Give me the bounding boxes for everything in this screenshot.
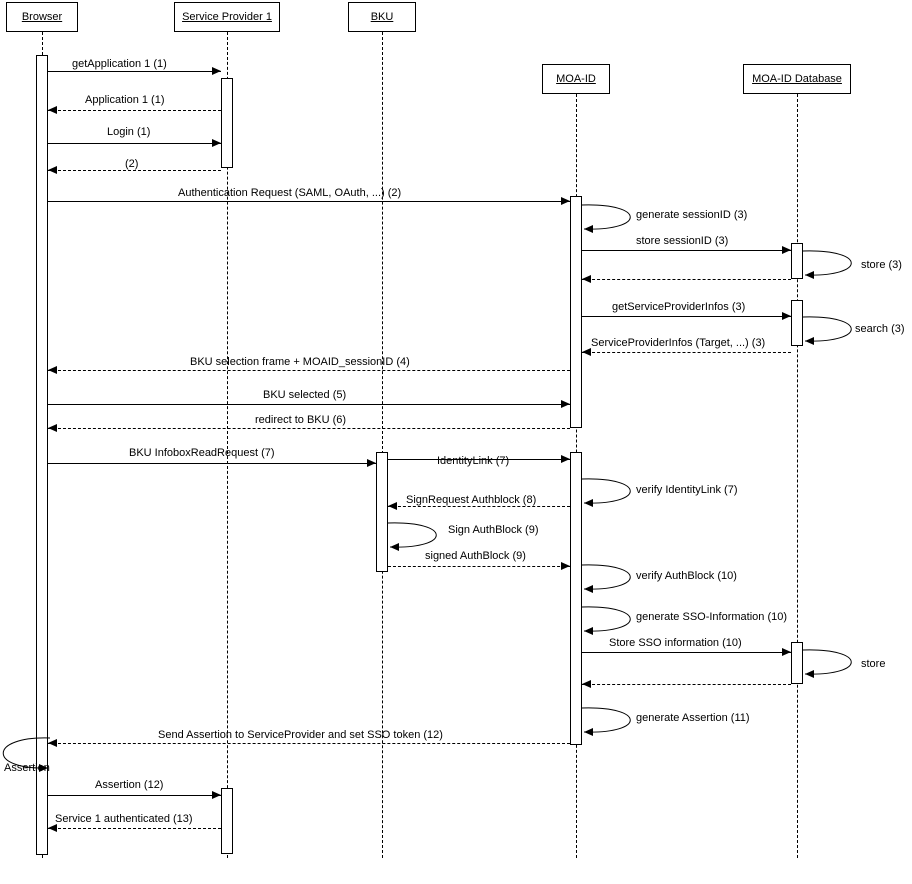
arrowhead-icon [48,824,57,832]
arrowhead-icon [367,459,376,467]
activation-bar-moaiddb [791,300,803,346]
message-label: IdentityLink (7) [437,455,510,467]
message-line [388,506,570,507]
message-label: Assertion (12) [95,779,164,791]
arrowhead-icon [48,106,57,114]
message-label: store sessionID (3) [636,235,729,247]
self-message-label: Sign AuthBlock (9) [448,524,539,536]
activation-bar-sp1 [221,788,233,854]
message-label: getApplication 1 (1) [72,58,167,70]
message-line [48,143,221,144]
message-line [48,71,221,72]
message-line [48,463,376,464]
self-message-arrow [582,203,630,231]
message-label: Store SSO information (10) [609,637,742,649]
message-label: Application 1 (1) [85,94,165,106]
activation-bar-moaiddb [791,642,803,684]
message-line [48,828,221,829]
activation-bar-sp1 [221,78,233,168]
activation-bar-moaid [570,452,582,745]
self-message-arrow [582,605,630,633]
arrowhead-icon [212,67,221,75]
arrowhead-icon [782,246,791,254]
message-label: BKU InfoboxReadRequest (7) [129,447,275,459]
arrowhead-icon [561,562,570,570]
self-message-label: generate Assertion (11) [636,712,750,724]
self-message-label: store (3) [861,259,902,271]
self-message-arrow [582,706,630,734]
lifeline-head-bku [348,2,416,32]
message-line [582,352,791,353]
self-message-arrow [388,521,436,549]
arrowhead-icon [212,791,221,799]
message-line [582,279,791,280]
message-label: signed AuthBlock (9) [425,550,526,562]
lifeline-label: BKU [370,11,394,23]
arrowhead-icon [212,139,221,147]
lifeline-label: MOA-ID [556,73,596,85]
message-line [582,250,791,251]
message-line [48,110,221,111]
message-label: BKU selection frame + MOAID_sessionID (4) [190,356,410,368]
lifeline-label: Service Provider 1 [182,11,272,23]
activation-bar-moaid [570,196,582,428]
message-label: Login (1) [107,126,151,138]
lifeline-head-browser [6,2,78,32]
arrowhead-icon [388,502,397,510]
self-message-label: verify AuthBlock (10) [636,570,737,582]
message-label: SignRequest Authblock (8) [406,494,537,506]
message-line [48,370,570,371]
activation-bar-browser [36,55,48,855]
arrowhead-icon [561,455,570,463]
message-line [48,170,221,171]
arrowhead-icon [48,166,57,174]
lifeline-head-sp1 [174,2,280,32]
lifeline-head-moaid [542,64,610,94]
message-line [388,566,570,567]
self-message-arrow [582,477,630,505]
message-line [582,316,791,317]
arrowhead-icon [48,424,57,432]
self-message-arrow [582,563,630,591]
arrowhead-icon [582,275,591,283]
arrowhead-icon [582,348,591,356]
message-line [48,795,221,796]
message-label: getServiceProviderInfos (3) [612,301,746,313]
self-message-arrow [803,249,851,277]
self-message-label: search (3) [855,323,905,335]
lifeline-moaiddb [797,94,798,858]
lifeline-head-moaiddb [743,64,851,94]
activation-bar-bku [376,452,388,572]
self-message-label: generate sessionID (3) [636,209,748,221]
arrowhead-icon [561,400,570,408]
arrowhead-icon [561,197,570,205]
message-label: Authentication Request (SAML, OAuth, ...) (2) [178,187,402,199]
message-label: (2) [125,158,139,170]
self-message-arrow [803,648,851,676]
message-label: ServiceProviderInfos (Target, ...) (3) [591,337,766,349]
message-label: Send Assertion to ServiceProvider and set SSO token (12) [158,729,443,741]
self-message-arrow [803,315,851,343]
message-line [582,684,791,685]
arrowhead-icon [48,366,57,374]
message-label: redirect to BKU (6) [255,414,347,426]
message-line [48,404,570,405]
message-line [582,652,791,653]
self-message-label: generate SSO-Information (10) [636,611,788,623]
lifeline-label: MOA-ID Database [752,73,842,85]
arrowhead-icon [782,648,791,656]
arrowhead-icon [582,680,591,688]
self-message-label: store [861,658,886,670]
message-line [48,743,570,744]
message-line [48,428,570,429]
message-label: BKU selected (5) [263,389,347,401]
message-line [48,201,570,202]
activation-bar-moaiddb [791,243,803,279]
arrowhead-icon [782,312,791,320]
self-message-label: Assertion [4,762,50,774]
lifeline-label: Browser [21,11,63,23]
self-message-label: verify IdentityLink (7) [636,484,738,496]
message-label: Service 1 authenticated (13) [55,813,193,825]
